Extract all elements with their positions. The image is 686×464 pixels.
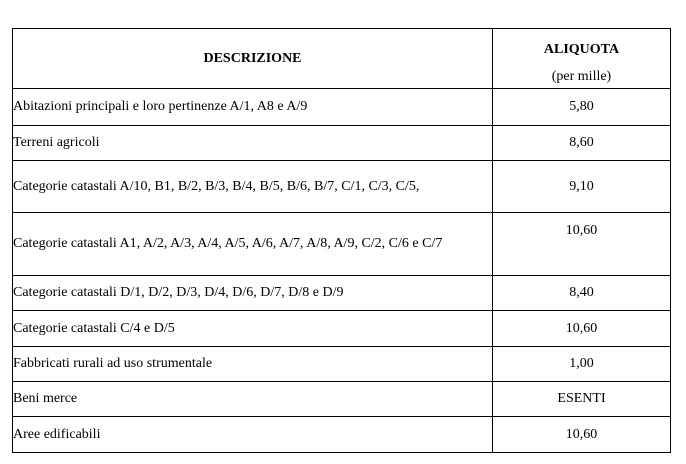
row-description: Categorie catastali D/1, D/2, D/3, D/4, D/6, D/7, D/8 e D/9 (13, 276, 493, 311)
table-row (13, 276, 671, 311)
table-row (13, 161, 671, 213)
row-description: Abitazioni principali e loro pertinenze A/1, A8 e A/9 (13, 89, 493, 126)
table-row (13, 311, 671, 347)
table-row (13, 213, 671, 276)
row-description: Categorie catastali A/10, B1, B/2, B/3, B/4, B/5, B/6, B/7, C/1, C/3, C/5, (13, 161, 493, 213)
tax-rate-table (12, 28, 671, 453)
row-description: Beni merce (13, 382, 493, 417)
table-header-row (13, 29, 671, 89)
table-row (13, 382, 671, 417)
row-description: Terreni agricoli (13, 126, 493, 161)
row-rate: 9,10 (493, 161, 671, 213)
row-description: Aree edificabili (13, 417, 493, 453)
row-description: Categorie catastali C/4 e D/5 (13, 311, 493, 347)
row-rate: 10,60 (493, 311, 671, 347)
table-row (13, 126, 671, 161)
row-description: Categorie catastali A1, A/2, A/3, A/4, A/5, A/6, A/7, A/8, A/9, C/2, C/6 e C/7 (13, 213, 493, 276)
row-rate: 5,80 (493, 89, 671, 126)
table-row (13, 347, 671, 382)
header-rate-unit: (per mille) (551, 68, 612, 84)
header-description: DESCRIZIONE (13, 29, 493, 89)
row-description: Fabbricati rurali ad uso strumentale (13, 347, 493, 382)
header-rate: ALIQUOTA (543, 41, 620, 57)
row-rate: 8,40 (493, 276, 671, 311)
row-rate: 10,60 (493, 417, 671, 453)
row-rate: 1,00 (493, 347, 671, 382)
table-row (13, 417, 671, 453)
row-rate: 10,60 (493, 213, 671, 276)
header-rate-cell (493, 29, 671, 89)
row-rate: 8,60 (493, 126, 671, 161)
row-rate: ESENTI (493, 382, 671, 417)
table-row (13, 89, 671, 126)
